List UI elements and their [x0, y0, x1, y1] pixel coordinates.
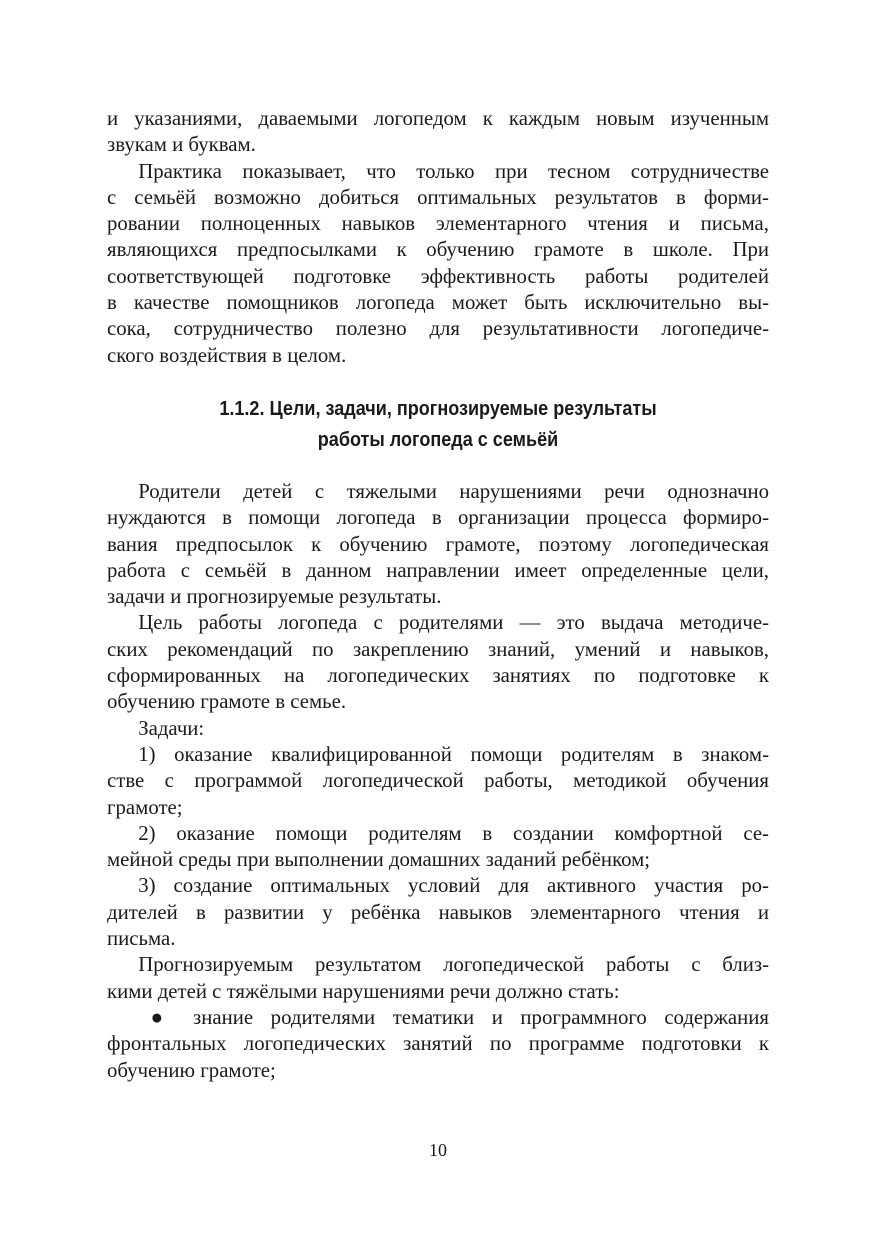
text-line: Родители детей с тяжелыми нарушениями речи однозначно [107, 479, 769, 503]
text-line: сформированных на логопедических занятиях по подготовке к [107, 664, 769, 688]
text-line: Задачи: [107, 716, 205, 740]
paragraph [107, 159, 769, 369]
text-line: и указаниями, даваемыми логопедом к каждым новым изученным [107, 107, 769, 130]
text-line: ских рекомендаций по закреплению знаний, умений и навыков, [107, 637, 769, 661]
paragraph [107, 716, 769, 742]
text-line: Прогнозируемым результатом логопедической работы с близ- [107, 953, 769, 977]
page-body [107, 106, 769, 1084]
text-line: нуждаются в помощи логопеда в организации процесса формиро- [107, 506, 769, 530]
paragraph [107, 1005, 769, 1084]
section-heading-line-2: работы логопеда с семьёй [317, 427, 559, 451]
text-line: 3) создание оптимальных условий для активного участия ро- [107, 874, 769, 898]
paragraph [107, 952, 769, 1005]
text-line: обучению грамоте; [107, 1058, 276, 1082]
text-line: вания предпосылок к обучению грамоте, поэтому логопедическая [107, 532, 769, 556]
text-line: 2) оказание помощи родителям в создании комфортной се- [107, 821, 769, 845]
text-line: работа с семьёй в данном направлении имеет определенные цели, [107, 558, 769, 582]
paragraph [107, 106, 769, 159]
body-text-top [107, 106, 769, 369]
text-line: с семьёй возможно добиться оптимальных результатов в форми- [107, 185, 769, 209]
text-line: звукам и буквам. [107, 133, 256, 157]
text-line: дителей в развитии у ребёнка навыков элементарного чтения и [107, 900, 769, 924]
section-heading-line-1: 1.1.2. Цели, задачи, прогнозируемые результаты [219, 396, 657, 420]
text-line: ского воздействия в целом. [107, 343, 347, 367]
text-line: грамоте; [107, 795, 183, 819]
text-line: в качестве помощников логопеда может быть исключительно вы- [107, 291, 769, 315]
paragraph [107, 742, 769, 821]
text-line: 1) оказание квалифицированной помощи родителям в знаком- [107, 742, 769, 766]
text-line: мейной среды при выполнении домашних заданий ребёнком; [107, 848, 651, 872]
text-line: Практика показывает, что только при тесном сотрудничестве [107, 159, 769, 183]
body-text-bottom [107, 479, 769, 1084]
page-number: 10 [429, 1140, 447, 1160]
section-heading [147, 393, 730, 455]
text-line: Цель работы логопеда с родителями — это выдача методиче- [107, 611, 769, 635]
text-line: фронтальных логопедических занятий по программе подготовки к [107, 1032, 769, 1056]
paragraph [107, 821, 769, 874]
text-line: ● знание родителями тематики и программного содержания [107, 1005, 769, 1029]
text-line: обучению грамоте в семье. [107, 690, 347, 714]
paragraph [107, 479, 769, 610]
text-line: письма. [107, 927, 176, 951]
text-line: кими детей с тяжёлыми нарушениями речи должно стать: [107, 979, 620, 1003]
text-line: ровании полноценных навыков элементарного чтения и письма, [107, 212, 769, 236]
text-line: являющихся предпосылками к обучению грамоте в школе. При [107, 238, 769, 262]
text-line: сока, сотрудничество полезно для результативности логопедиче- [107, 317, 769, 341]
paragraph [107, 610, 769, 715]
paragraph [107, 873, 769, 952]
text-line: задачи и прогнозируемые результаты. [107, 585, 442, 609]
text-line: соответствующей подготовке эффективность работы родителей [107, 264, 769, 288]
text-line: стве с программой логопедической работы, методикой обучения [107, 769, 769, 793]
